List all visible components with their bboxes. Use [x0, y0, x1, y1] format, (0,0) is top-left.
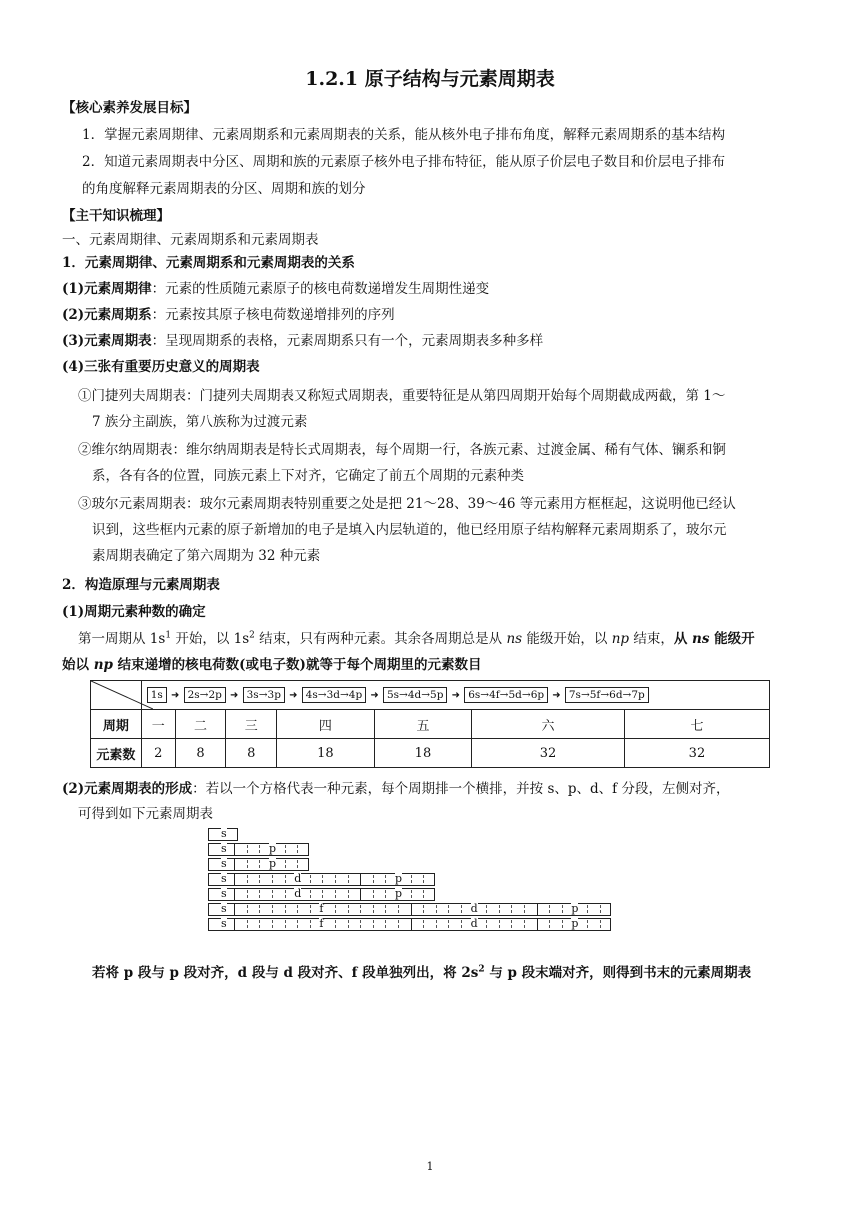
cell-tick [360, 920, 361, 928]
cell-tick [373, 905, 374, 913]
goal-item-1: 1．掌握元素周期律、元素周期系和元素周期表的关系，能从核外电子排布角度，解释元素周期系的基本结构 [82, 127, 726, 143]
cell-tick [436, 920, 437, 928]
energy-group-box [243, 687, 285, 703]
energy-level: 6s [468, 689, 481, 701]
block-label-s: s [221, 887, 227, 900]
count-cell: 2 [141, 739, 175, 768]
arrow-icon: → [317, 689, 327, 701]
period-cell: 一 [141, 710, 175, 739]
text-run: np [93, 657, 113, 673]
cell-tick [310, 920, 311, 928]
block-label-d: d [470, 917, 478, 930]
table-history-2-line-2: 系，各有各的位置，同族元素上下对齐，它确定了前五个周期的元素种类 [92, 468, 524, 484]
cell-tick [486, 905, 487, 913]
period-cell: 三 [226, 710, 277, 739]
definition-2 [62, 303, 395, 327]
table-history-1-line-2: 7 族分主副族，第八族称为过渡元素 [92, 414, 308, 430]
cell-tick [247, 860, 248, 868]
period-cell: 六 [472, 710, 625, 739]
table-history-3-line-2: 识到，这些框内元素的原子新增加的电子是填入内层轨道的，他已经用原子结构解释元素周期系了，玻尔元 [92, 522, 727, 538]
arrow-icon: → [521, 689, 531, 701]
block-label-d: d [294, 872, 302, 885]
cell-tick [272, 875, 273, 883]
table-history-3-line-3: 素周期表确定了第六周期为 32 种元素 [92, 548, 321, 564]
cell-tick [587, 905, 588, 913]
cell-tick [398, 920, 399, 928]
cell-tick [335, 920, 336, 928]
arrow-icon: ➜ [167, 690, 183, 701]
arrow-icon: ➜ [285, 690, 301, 701]
definition-3-text: ：呈现周期系的表格，元素周期系只有一个，元素周期表多种多样 [151, 333, 544, 349]
block-label-s: s [221, 857, 227, 870]
arrow-icon: → [580, 689, 590, 701]
cell-tick [285, 920, 286, 928]
cell-tick [411, 890, 412, 898]
block-divider [234, 904, 235, 915]
period-cell: 七 [624, 710, 769, 739]
cell-tick [297, 845, 298, 853]
energy-group-box [302, 687, 367, 703]
cell-tick [373, 875, 374, 883]
cell-tick [423, 890, 424, 898]
block-label-s: s [221, 842, 227, 855]
cell-tick [385, 920, 386, 928]
text-run: ns [506, 631, 523, 647]
cell-tick [385, 905, 386, 913]
block-divider [537, 919, 538, 930]
cell-tick [600, 905, 601, 913]
cell-tick [259, 860, 260, 868]
table-row [91, 710, 770, 739]
block-label-p: p [269, 857, 277, 870]
block-divider [360, 889, 361, 900]
energy-level: 6d [609, 689, 623, 701]
arrow-icon: → [258, 689, 268, 701]
cell-tick [587, 920, 588, 928]
arrow-icon: → [480, 689, 490, 701]
energy-group-box [147, 687, 167, 703]
cell-tick [448, 905, 449, 913]
energy-level: 4s [305, 689, 318, 701]
block-label-s: s [221, 902, 227, 915]
arrow-icon: → [399, 689, 408, 701]
cell-tick [423, 920, 424, 928]
page-number: 1 [426, 1160, 434, 1173]
energy-level: 5s [386, 689, 400, 701]
page-title: 1.2.1 原子结构与元素周期表 [305, 68, 555, 90]
text-run: 始以 [62, 657, 94, 673]
energy-level: 4d [407, 689, 422, 701]
cell-tick [285, 845, 286, 853]
text-run: 能级开始，以 [522, 631, 612, 647]
text-run: 开始，以 1s [171, 631, 250, 647]
superscript: 1 [165, 630, 172, 641]
cell-tick [247, 875, 248, 883]
text-run: 若将 p 段与 p 段对齐，d 段与 d 段对齐、f 段单独列出，将 2s [92, 965, 479, 981]
construction-1-line-1 [78, 627, 755, 651]
count-cell: 18 [374, 739, 472, 768]
block-label-p: p [395, 872, 403, 885]
goal-item-2-line-2: 的角度解释元素周期表的分区、周期和族的划分 [82, 181, 366, 197]
definition-4-label: (4)三张有重要历史意义的周期表 [62, 359, 260, 375]
table-history-1-line-1: ①门捷列夫周期表：门捷列夫周期表又称短式周期表，重要特征是从第四周期开始每个周期截成两截，第 1～ [78, 388, 726, 404]
block-divider [234, 874, 235, 885]
energy-level: 5p [430, 689, 444, 701]
cell-tick [335, 875, 336, 883]
count-cell: 18 [277, 739, 375, 768]
block-divider [360, 874, 361, 885]
sub2-heading: 2．构造原理与元素周期表 [62, 577, 220, 593]
goal-section-heading: 【核心素养发展目标】 [62, 100, 197, 116]
definition-3 [62, 329, 543, 353]
superscript: 2 [249, 630, 255, 641]
count-cell: 32 [624, 739, 769, 768]
block-row [208, 873, 435, 886]
cell-tick [285, 905, 286, 913]
block-row [208, 858, 309, 871]
text-run: 能级开 [709, 631, 755, 647]
block-label-s: s [221, 872, 227, 885]
energy-sequence-cell [141, 681, 769, 710]
energy-level: 4f [489, 689, 500, 701]
period-cell: 五 [374, 710, 472, 739]
cell-tick [348, 920, 349, 928]
cell-tick [297, 860, 298, 868]
part1-heading: 一、元素周期律、元素周期系和元素周期表 [62, 232, 319, 248]
energy-level: 2p [208, 689, 222, 701]
cell-tick [461, 905, 462, 913]
block-divider [234, 859, 235, 870]
cell-tick [348, 905, 349, 913]
arrow-icon: → [600, 689, 610, 701]
text-run: 结束，只有两种元素。其余各周期总是从 [254, 631, 507, 647]
cell-tick [499, 905, 500, 913]
cell-tick [511, 920, 512, 928]
construction-1-label: (1)周期元素种数的确定 [62, 604, 206, 620]
count-cell: 32 [472, 739, 625, 768]
cell-tick [423, 905, 424, 913]
cell-tick [310, 875, 311, 883]
cell-tick [259, 905, 260, 913]
arrow-icon: ➜ [549, 690, 564, 701]
block-label-p: p [571, 902, 579, 915]
cell-tick [272, 920, 273, 928]
cell-tick [524, 920, 525, 928]
cell-tick [322, 890, 323, 898]
block-label-d: d [470, 902, 478, 915]
text-run: 从 [673, 631, 693, 647]
block-divider [234, 889, 235, 900]
cell-tick [348, 890, 349, 898]
cell-tick [297, 920, 298, 928]
final-note [92, 961, 751, 985]
table-corner-cell [91, 681, 142, 710]
block-label-s: s [221, 917, 227, 930]
block-divider [411, 904, 412, 915]
cell-tick [285, 860, 286, 868]
cell-tick [385, 875, 386, 883]
energy-group-box [565, 687, 649, 703]
cell-tick [562, 920, 563, 928]
energy-level: 3s [246, 689, 259, 701]
text-run: 第一周期从 1s [78, 631, 166, 647]
arrow-icon: ➜ [448, 690, 464, 701]
arrow-icon: ➜ [226, 690, 242, 701]
cell-tick [398, 905, 399, 913]
count-cell: 8 [175, 739, 226, 768]
arrow-icon: → [421, 689, 431, 701]
cell-tick [499, 920, 500, 928]
block-label-p: p [571, 917, 579, 930]
energy-level: 7s [568, 689, 581, 701]
text-run: ns [692, 631, 710, 647]
table-history-3-line-1: ③玻尔元素周期表：玻尔元素周期表特别重要之处是把 21～28、39～46 等元素用方框框起，这说明他已经认 [78, 496, 736, 512]
superscript: 2 [478, 964, 485, 975]
cell-tick [285, 875, 286, 883]
definition-2-label: (2)元素周期系 [62, 307, 152, 323]
period-row-label: 周期 [91, 710, 142, 739]
cell-tick [549, 905, 550, 913]
energy-level: 3d [326, 689, 340, 701]
energy-group-box [383, 687, 448, 703]
period-cell: 四 [277, 710, 375, 739]
cell-tick [247, 890, 248, 898]
arrow-icon: → [499, 689, 509, 701]
cell-tick [549, 920, 550, 928]
energy-level: 6p [530, 689, 545, 701]
construction-1-line-2 [62, 653, 481, 677]
definition-3-label: (3)元素周期表 [62, 333, 152, 349]
block-label-d: d [294, 887, 302, 900]
energy-level: 7p [631, 689, 645, 701]
energy-group-box [464, 687, 548, 703]
cell-tick [524, 905, 525, 913]
arrow-icon: ➜ [367, 690, 382, 701]
block-row [208, 828, 238, 841]
count-row-label: 元素数 [91, 739, 142, 768]
cell-tick [335, 905, 336, 913]
block-divider [537, 904, 538, 915]
cell-tick [436, 905, 437, 913]
block-divider [234, 919, 235, 930]
block-label-p: p [395, 887, 403, 900]
cell-tick [322, 875, 323, 883]
cell-tick [562, 905, 563, 913]
main-section-heading: 【主干知识梳理】 [62, 208, 170, 224]
energy-level: 3p [267, 689, 281, 701]
cell-tick [259, 845, 260, 853]
construction-2-line-1 [62, 777, 729, 801]
block-label-f: f [319, 902, 324, 915]
cell-tick [461, 920, 462, 928]
block-row [208, 903, 611, 916]
definition-1-text: ：元素的性质随元素原子的核电荷数递增发生周期性递变 [151, 281, 490, 297]
cell-tick [285, 890, 286, 898]
cell-tick [247, 920, 248, 928]
energy-group-box [184, 687, 226, 703]
cell-tick [448, 920, 449, 928]
block-label-f: f [319, 917, 324, 930]
definition-1 [62, 277, 489, 301]
period-cell: 二 [175, 710, 226, 739]
cell-tick [259, 920, 260, 928]
block-label-s: s [221, 827, 227, 840]
count-cell: 8 [226, 739, 277, 768]
cell-tick [385, 890, 386, 898]
text-run: 与 p 段末端对齐，则得到书末的元素周期表 [484, 965, 752, 981]
cell-tick [348, 875, 349, 883]
arrow-icon: → [339, 689, 349, 701]
cell-tick [600, 920, 601, 928]
text-run: np [611, 631, 630, 647]
cell-tick [335, 890, 336, 898]
arrow-icon: → [622, 689, 632, 701]
cell-tick [247, 845, 248, 853]
block-row [208, 918, 611, 931]
energy-level: 1s [150, 689, 163, 701]
energy-level: 5d [508, 689, 522, 701]
cell-tick [486, 920, 487, 928]
text-run: 结束递增的核电荷数(或电子数)就等于每个周期里的元素数目 [112, 657, 482, 673]
block-divider [234, 844, 235, 855]
cell-tick [310, 905, 311, 913]
arrow-icon: → [199, 689, 209, 701]
period-table [90, 680, 770, 768]
cell-tick [373, 920, 374, 928]
cell-tick [423, 875, 424, 883]
text-run: 结束， [629, 631, 674, 647]
block-row [208, 888, 435, 901]
table-history-2-line-1: ②维尔纳周期表：维尔纳周期表是特长式周期表，每个周期一行，各族元素、过渡金属、稀有气体、镧系和锕 [78, 442, 726, 458]
energy-level: 5f [589, 689, 601, 701]
sub1-heading: 1．元素周期律、元素周期系和元素周期表的关系 [62, 255, 355, 271]
cell-tick [360, 905, 361, 913]
cell-tick [259, 875, 260, 883]
construction-2-label: (2)元素周期表的形成 [62, 781, 193, 797]
cell-tick [511, 905, 512, 913]
definition-1-label: (1)元素周期律 [62, 281, 152, 297]
table-row [91, 681, 770, 710]
block-divider [411, 919, 412, 930]
energy-level: 2s [187, 689, 200, 701]
block-label-p: p [269, 842, 277, 855]
table-row [91, 739, 770, 768]
cell-tick [373, 890, 374, 898]
cell-tick [247, 905, 248, 913]
construction-2-text: ：若以一个方格代表一种元素，每个周期排一个横排，并按 s、p、d、f 分段，左侧对齐， [192, 781, 730, 797]
cell-tick [297, 905, 298, 913]
cell-tick [272, 890, 273, 898]
cell-tick [259, 890, 260, 898]
block-row [208, 843, 309, 856]
cell-tick [411, 875, 412, 883]
definition-2-text: ：元素按其原子核电荷数递增排列的序列 [151, 307, 395, 323]
cell-tick [310, 890, 311, 898]
goal-item-2-line-1: 2．知道元素周期表中分区、周期和族的元素原子核外电子排布特征，能从原子价层电子数目和价层电子排布 [82, 154, 726, 170]
cell-tick [272, 905, 273, 913]
energy-level: 4p [348, 689, 363, 701]
construction-2-line-2: 可得到如下元素周期表 [78, 806, 213, 822]
